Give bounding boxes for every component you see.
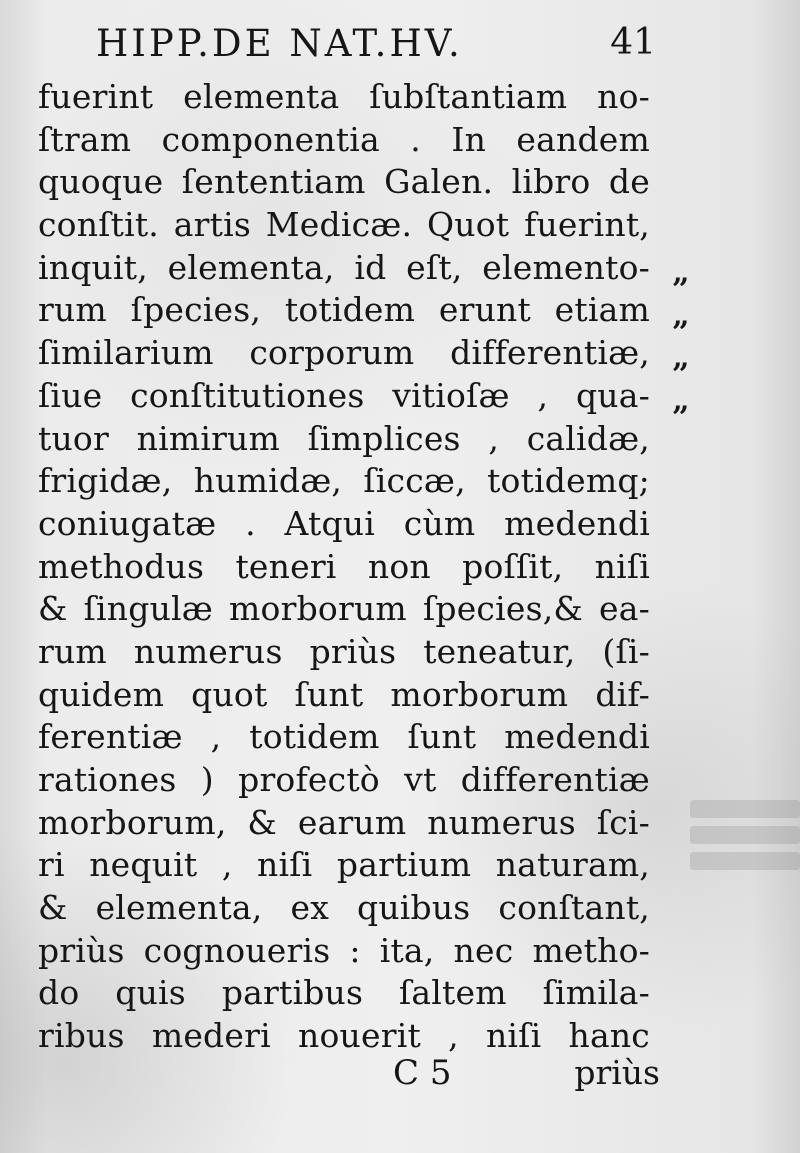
text-line: rationes ) profectò vt differentiæ	[38, 760, 650, 799]
ink-bleed-through	[690, 800, 800, 890]
body-text	[38, 76, 650, 1058]
margin-quote-mark: „	[672, 383, 690, 419]
text-line: ſiue conſtitutiones vitioſæ , qua-	[38, 375, 650, 415]
text-line: quidem quot ſunt morborum dif-	[38, 674, 650, 714]
text-line: ſtram componentia . In eandem	[38, 119, 650, 159]
page-footer	[38, 1053, 660, 1097]
text-line: rum numerus priùs teneatur, (ſi-	[38, 631, 650, 671]
text-line: priùs cognoueris : ita, nec metho-	[38, 930, 650, 970]
margin-quote-mark: „	[672, 255, 690, 290]
margin-quote-mark: „	[672, 297, 690, 333]
text-line: ſimilarium corporum differentiæ,	[38, 333, 650, 373]
text-line: do quis partibus ſaltem ſimila-	[38, 973, 650, 1013]
page-header	[96, 22, 656, 72]
text-line: morborum, & earum numerus ſci-	[38, 802, 650, 842]
text-line: ri nequit , niſi partium naturam,	[38, 845, 650, 885]
text-line: methodus teneri non poſſit, niſi	[38, 546, 650, 586]
running-head: HIPP.DE NAT.HV.	[96, 22, 463, 65]
text-line: & ſingulæ morborum ſpecies,& ea-	[38, 589, 650, 629]
text-line: fuerint elementa ſubſtantiam no-	[38, 77, 650, 116]
text-line: inquit, elementa, id eſt, elemento-	[38, 247, 650, 287]
text-line: conſtit. artis Medicæ. Quot fuerint,	[38, 205, 650, 245]
text-line: ferentiæ , totidem ſunt medendi	[38, 717, 650, 757]
page-number: 41	[610, 22, 656, 63]
text-line: rum ſpecies, totidem erunt etiam	[38, 290, 650, 330]
margin-quote-mark: „	[672, 340, 690, 376]
text-line: coniugatæ . Atqui cùm medendi	[38, 503, 650, 543]
margin-quote-marks	[664, 252, 698, 423]
text-line: tuor nimirum ſimplices , calidæ,	[38, 418, 650, 458]
signature-mark: C 5	[393, 1053, 452, 1093]
text-line: frigidæ, humidæ, ſiccæ, totidemq;	[38, 461, 650, 501]
catchword: priùs	[574, 1053, 660, 1092]
text-line: & elementa, ex quibus conſtant,	[38, 888, 650, 928]
text-line: quoque ſententiam Galen. libro de	[38, 162, 650, 202]
text-line: ribus mederi nouerit , niſi hanc	[38, 1016, 650, 1056]
